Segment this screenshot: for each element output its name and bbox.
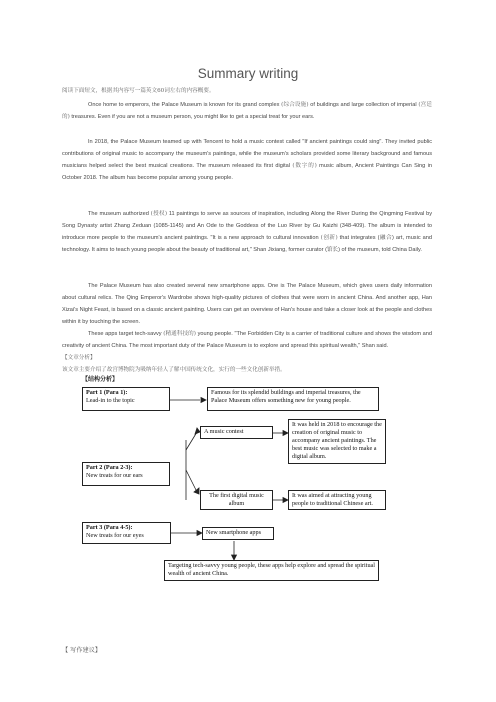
contest-desc-box: It was held in 2018 to encourage the creation of original music to accompany ancient paintings. The best music was selected to make a digital album. xyxy=(288,419,386,464)
part3-box: Part 3 (Para 4-5): New treats for our eyes xyxy=(82,522,171,544)
paragraph-5: These apps target tech-savvy (精通科技的) young people. "The Forbidden City is a carrier of traditional culture and shows the wisdom and creativity of ancient China. The most important duty of the Palace Museum is to explore and spread this spiritual wealth," Shan said. xyxy=(62,331,432,349)
instruction: 阅读下面短文，根据其内容写一篇英文60词左右的内容概要。 xyxy=(62,88,215,94)
paragraph-4: The Palace Museum has also created several new smartphone apps. One is The Palace Museum, which gives users daily information about cultural relics. The Qing Emperor's Wardrobe shows high-quality pictures of clothes that were worn in ancient China. And another app, Han Xizai's Night Feast, is based on a classic ancient painting. Users can get an overview of Han's house and take a closer look at the people and clothes within it by touching the screen. xyxy=(62,283,432,325)
part2-box: Part 2 (Para 2-3): New treats for our ears xyxy=(82,462,170,486)
analysis-text: 该文章主要介绍了故宫博物院为吸纳年轻人了解中国传统文化，实行的一些文化创新举措。 xyxy=(62,367,286,373)
apps-desc-box: Targeting tech-savvy young people, these apps help explore and spread the spiritual wealth of ancient China. xyxy=(164,560,379,581)
paragraph-2: In 2018, the Palace Museum teamed up with Tencent to hold a music contest called "If ancient paintings could sing". They invited public contributions of original music to accompany the museum's paintings, while the museum's scholars provided some literary background and famous musicians helped select the best musical creations. The museum released its first digital (数字的) music album, Ancient Paintings Can Sing in October 2018. The album has become popular among young people. xyxy=(62,139,432,181)
analysis-heading: 【文章分析】 xyxy=(62,355,96,361)
part1-desc-box: Famous for its splendid buildings and imperial treasures, the Palace Museum offers something new for young people. xyxy=(207,387,379,411)
album-desc-box: It was aimed at attracting young people to traditional Chinese art. xyxy=(288,490,386,510)
writing-tips-heading: 【 写作建议】 xyxy=(62,647,102,654)
part1-box: Part 1 (Para 1): Lead-in to the topic xyxy=(82,387,170,411)
paragraph-3: The museum authorized (授权) 11 paintings to serve as sources of inspiration, including Along the River During the Qingming Festival by Song Dynasty artist Zhang Zeduan (1085-1145) and An Ode to the Goddess of the Luo River by Gu Kaizhi (348-409). The album is intended to introduce more people to the museum's ancient paintings. "It is a new approach to cultural innovation (创新) that integrates (融合) art, music and technology. It aims to teach young people about the beauty of traditional art," Shan Jixiang, former curator (馆长) of the museum, told China Daily. xyxy=(62,211,432,253)
album-box: The first digital music album xyxy=(200,490,273,510)
page-title: Summary writing xyxy=(197,66,299,81)
contest-box: A music contest xyxy=(200,426,273,439)
paragraph-1: Once home to emperors, the Palace Museum is known for its grand complex (综合设施) of buildings and large collection of imperial (宫廷的) treasures. Even if you are not a museum person, you might like to get a special treat for your ears. xyxy=(62,102,432,120)
apps-box: New smartphone apps xyxy=(202,527,274,540)
mindmap-label: 【结构分析】 xyxy=(82,376,119,383)
